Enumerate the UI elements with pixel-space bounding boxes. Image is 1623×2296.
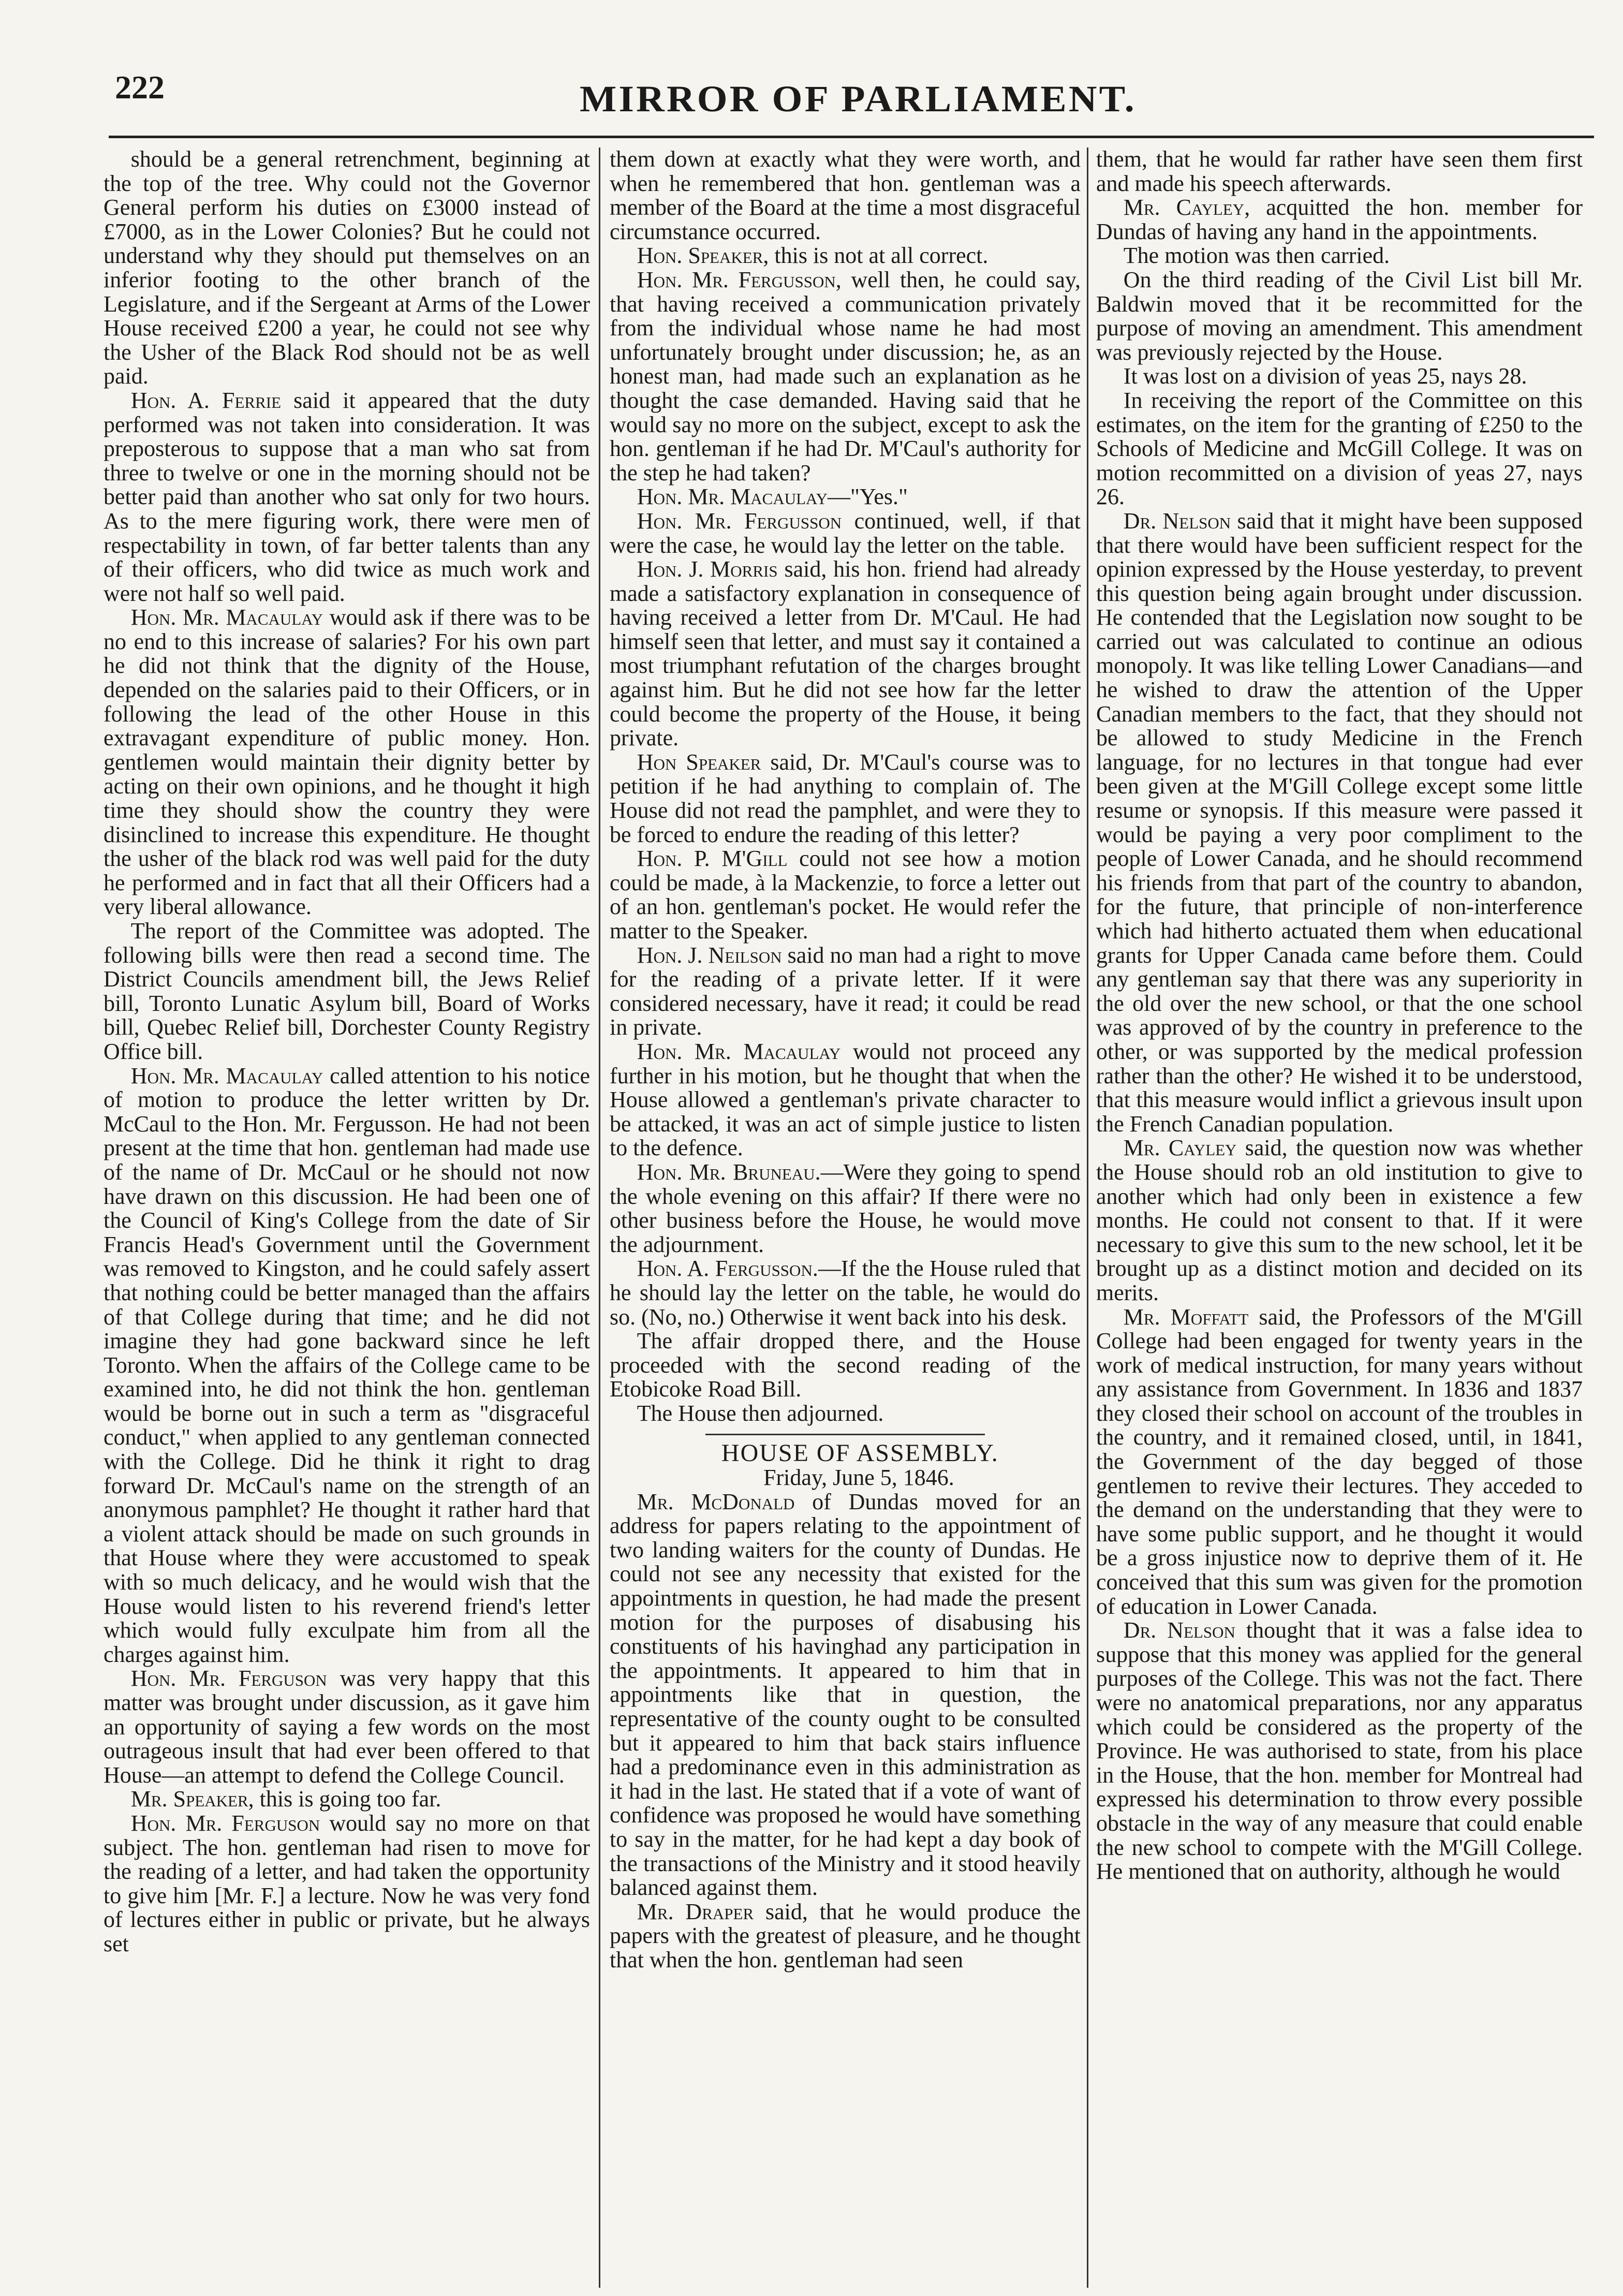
paragraph xyxy=(610,1490,1081,1900)
speaker-name: Hon. Mr. Macaulay xyxy=(130,605,323,630)
paragraph-text: It was lost on a division of yeas 25, nays 28. xyxy=(1123,363,1527,389)
paragraph xyxy=(610,148,1081,244)
section-rule xyxy=(705,1434,985,1435)
speaker-name: Hon. A. Ferrie xyxy=(130,387,282,413)
speaker-name: Hon Speaker xyxy=(637,749,761,775)
speaker-name: Hon. J. Morris xyxy=(637,556,778,582)
paragraph-text: The House then adjourned. xyxy=(637,1400,884,1426)
paragraph xyxy=(610,847,1081,943)
paragraph xyxy=(104,148,590,389)
paragraph-text: would say no more on that subject. The hon. gentleman had risen to move for the reading of a letter, and had taken the opportunity to give him [Mr. F.] a lecture. Now he was very fond of lectures either in public or private, but he always set xyxy=(104,1810,590,1956)
paragraph xyxy=(104,919,590,1064)
paragraph-text: said, the Professors of the M'Gill College had been engaged for twenty years in the work of medical instruction, for many years without any assistance from Government. In 1836 and 1837 they closed their school on account of the troubles in the country, and it remained closed, until, in 1841, the Government of the day begged of those gentlemen to revive their lectures. They acceded to the demand on the understanding that they were to have some public support, and he thought it would be a gross injustice now to deprive them of it. He conceived that this sum was given for the promotion of education in Lower Canada. xyxy=(1096,1304,1583,1619)
paragraph-text: was very happy that this matter was brought under discussion, as it gave him an opportunity of saying a few words on the most outrageous insult that had ever been offered to that House—an attempt to defend the College Council. xyxy=(104,1666,590,1788)
speaker-name: Hon. Mr. Fergusson xyxy=(637,508,842,534)
speaker-name: Mr. McDonald xyxy=(637,1489,795,1514)
header-rule xyxy=(109,136,1594,138)
paragraph xyxy=(1096,1305,1583,1619)
paragraph xyxy=(1096,364,1583,389)
column-2 xyxy=(610,148,1081,2280)
section-heading: HOUSE OF ASSEMBLY. xyxy=(721,1439,999,1467)
speaker-name: Hon. Mr. Ferguson xyxy=(130,1666,327,1691)
paragraph-text: should be a general retrenchment, beginning at the top of the tree. Why could not the Governor General perform his duties on £3000 instead of £7000, as in the Lower Colonies? But he could not understand why they should put themselves on an inferior footing to the other branch of the Legislature, and if the Sergeant at Arms of the Lower House received £200 a year, he could not see why the Usher of the Black Rod should not be as well paid. xyxy=(104,148,590,389)
paragraph-text: would ask if there was to be no end to this increase of salaries? For his own part he did not think that the dignity of the House, depended on the salaries paid to their Officers, or in following the lead of the other House in this extravagant expenditure of public money. Hon. gentlemen would maintain their dignity better by acting on their own opinions, and he thought it high time they should show the country they were disinclined to increase this expenditure. He thought the usher of the black rod was well paid for the duty he performed and in fact that all their Officers had a very liberal allowance. xyxy=(104,605,590,920)
speaker-name: Dr. Nelson xyxy=(1123,508,1231,534)
paragraph xyxy=(1096,148,1583,196)
speaker-name: Hon. A. Fergusson xyxy=(637,1256,813,1282)
paragraph-text: said that it might have been supposed that there would have been sufficient respect for the opinion expressed by the House yesterday, to prevent this question being again brought under discussion. He contended that the Legislation now sought to be carried out was calculated to continue an odious monopoly. It was like telling Lower Canadians—and he wished to draw the attention of the Upper Canadian members to the fact, that they should not be allowed to study Medicine in the French language, for no lectures in that tongue had ever been given at the M'Gill College except some little resume or synopsis. If this measure were passed it would be paying a very poor compliment to the people of Lower Canada, and he should recommend his friends from that part of the country to abandon, for the future, that principle of non-interference which had hitherto actuated them when educational grants for Upper Canada came before them. Could any gentleman say that there was any superiority in the old over the new school, or that the one school was approved of by the country in preference to the other, or was supported by the medical profession rather than the other? He wished it to be understood, that this measure would inflict a grievous insult upon the French Canadian population. xyxy=(1096,508,1583,1137)
paragraph xyxy=(610,1257,1081,1329)
paragraph xyxy=(610,1402,1081,1426)
paragraph xyxy=(104,1667,590,1787)
speaker-name: Mr. Moffatt xyxy=(1123,1304,1249,1330)
column-2-top xyxy=(610,148,1081,1425)
speaker-name: Hon. Mr. Fergusson xyxy=(637,267,836,292)
column-divider xyxy=(599,148,600,2288)
speaker-name: Mr. Cayley xyxy=(1123,195,1245,220)
speaker-name: Hon. Mr. Macaulay xyxy=(637,1038,841,1064)
column-3 xyxy=(1096,148,1583,2280)
paragraph-text: , well then, he could say, that having received a communication privately from the individual whose name he had most unfortunately brought under discussion; he, as an honest man, had made such an explanation as he thought the case demanded. Having said that he would say no more on the subject, except to ask the hon. gentleman if he had Dr. M'Caul's authority for the step he had taken? xyxy=(610,267,1081,485)
paragraph xyxy=(1096,1136,1583,1305)
paragraph-text: of Dundas moved for an address for papers relating to the appointment of two landing waiters for the county of Dundas. He could not see any necessity that existed for the appointments in question, he had made the present motion for the purposes of disabusing his constituents of his havinghad any participation in the appointments. It appeared to him that in appointments like that in question, the representative of the county ought to be consulted but it appeared to him that back stairs influence had a predominance even in this administration as it had in the last. He stated that if a vote of want of confidence was proposed he would have something to say in the matter, for he had kept a day book of the transactions of the Ministry and it stood heavily balanced against them. xyxy=(610,1489,1081,1901)
speaker-name: Hon. P. M'Gill xyxy=(637,846,788,872)
paragraph-text: said, Dr. M'Caul's course was to petition if he had anything to complain of. The House did not read the pamphlet, and were they to be forced to endure the reading of this letter? xyxy=(610,749,1081,847)
paragraph-text: said no man had a right to move for the reading of a private letter. If it were considered necessary, have it read; it could be read in private. xyxy=(610,942,1081,1040)
paragraph-text: them, that he would far rather have seen them first and made his speech afterwards. xyxy=(1096,148,1583,196)
paragraph xyxy=(104,1787,590,1812)
paragraph xyxy=(104,389,590,606)
masthead-title: MIRROR OF PARLIAMENT. xyxy=(580,78,1137,120)
paragraph xyxy=(104,1064,590,1667)
paragraph-text: In receiving the report of the Committee on this estimates, on the item for the granting of £250 to the Schools of Medicine and McGill College. It was on motion recommitted on a division of yeas 27, nays 26. xyxy=(1096,387,1583,510)
speaker-name: Dr. Nelson xyxy=(1123,1617,1235,1643)
paragraph-text: called attention to his notice of motion to produce the letter written by Dr. McCaul to the Hon. Mr. Fergusson. He had not been present at the time that hon. gentleman had made use of the name of Dr. McCaul or he should not now have drawn on this discussion. He had been one of the Council of King's College from the date of Sir Francis Head's Government until the Government was removed to Kingston, and he could safely assert that nothing could be better managed than the affairs of that College during that time; and he did not imagine they had gone backward since he left Toronto. When the affairs of the College came to be examined into, he did not think the hon. gentleman would be borne out in such a term as "disgraceful conduct," when applied to any gentleman connected with the College. Did he think it right to drag forward Dr. McCaul's name on the strength of an anonymous pamphlet? He thought it rather hard that a violent attack should be made on such grounds in that House where they were accustomed to speak with so much delicacy, and he would wish that the House would listen to his reverend friend's letter which would fully exculpate him from all the charges against him. xyxy=(104,1063,590,1667)
paragraph-text: .—If the the House ruled that he should lay the letter on the table, he would do so. (No, no.) Otherwise it went back into his desk. xyxy=(610,1256,1081,1330)
speaker-name: Hon. Mr. Macaulay xyxy=(130,1063,323,1088)
paragraph xyxy=(610,1160,1081,1257)
paragraph-text: , this is not at all correct. xyxy=(763,243,988,269)
paragraph xyxy=(610,944,1081,1040)
paragraph-text: said, his hon. friend had already made a satisfactory explanation in consequence of having received a letter from Dr. M'Caul. He had himself seen that letter, and must say it contained a most triumphant refutation of the charges brought against him. But he did not see how far the letter could become the property of the House, it being private. xyxy=(610,556,1081,751)
speaker-name: Mr. Speaker xyxy=(130,1786,248,1812)
paragraph xyxy=(610,1900,1081,1973)
speaker-name: Hon. Mr. Ferguson xyxy=(130,1810,320,1836)
paragraph xyxy=(1096,389,1583,509)
paragraph-text: On the third reading of the Civil List bill Mr. Baldwin moved that it be recommitted for the purpose of moving an amendment. This amendment was previously rejected by the House. xyxy=(1096,267,1583,365)
paragraph xyxy=(610,485,1081,509)
paragraph-text: would not proceed any further in his motion, but he thought that when the House allowed a gentleman's private character to be attacked, it was an act of simple justice to listen to the defence. xyxy=(610,1038,1081,1161)
paragraph xyxy=(610,509,1081,557)
paragraph xyxy=(610,750,1081,847)
paragraph xyxy=(610,1040,1081,1160)
section-dateline: Friday, June 5, 1846. xyxy=(763,1465,954,1491)
column-2-bottom xyxy=(610,1490,1081,1973)
paragraph-text: The affair dropped there, and the House proceeded with the second reading of the Etobicoke Road Bill. xyxy=(610,1328,1081,1402)
paragraph-text: , this is going too far. xyxy=(248,1786,441,1812)
paragraph xyxy=(104,1812,590,1956)
paragraph-text: could not see how a motion could be made, à la Mackenzie, to force a letter out of an hon. gentleman's pocket. He would refer the matter to the Speaker. xyxy=(610,846,1081,944)
paragraph-text: The motion was then carried. xyxy=(1123,243,1390,269)
paragraph xyxy=(610,268,1081,485)
speaker-name: Hon. Mr. Macaulay xyxy=(637,484,828,510)
paragraph xyxy=(610,1329,1081,1402)
speaker-name: Hon. Speaker xyxy=(637,243,763,269)
speaker-name: Hon. J. Neilson xyxy=(637,942,782,968)
paragraph xyxy=(1096,1618,1583,1884)
paragraph-text: .—Were they going to spend the whole evening on this affair? If there were no other business before the House, he would move the adjournment. xyxy=(610,1159,1081,1257)
page-number: 222 xyxy=(115,69,165,106)
paragraph-text: The report of the Committee was adopted. The following bills were then read a second time. The District Councils amendment bill, the Jews Relief bill, Toronto Lunatic Asylum bill, Board of Works bill, Quebec Relief bill, Dorchester County Registry Office bill. xyxy=(104,918,590,1064)
paragraph xyxy=(610,244,1081,268)
paragraph-text: said, the question now was whether the House should rob an old institution to give to another which had only been in existence a few months. He could not consent to that. If it were necessary to give this sum to the new school, let it be brought up as a distinct motion and decided on its merits. xyxy=(1096,1135,1583,1305)
paragraph-text: them down at exactly what they were worth, and when he remembered that hon. gentleman was a member of the Board at the time a most disgraceful circumstance occurred. xyxy=(610,148,1081,244)
column-divider xyxy=(1087,148,1088,2288)
paragraph-text: said, that he would produce the papers with the greatest of pleasure, and he thought that when the hon. gentleman had seen xyxy=(610,1898,1081,1973)
paragraph-text: thought that it was a false idea to suppose that this money was applied for the general purposes of the College. This was not the fact. There were no anatomical preparations, nor any apparatus which could be considered as the property of the Province. He was authorised to state, from his place in the House, that the hon. member for Montreal had expressed his determination to throw every possible obstacle in the way of any measure that could enable the new school to compete with the M'Gill College. He mentioned that on authority, although he would xyxy=(1096,1617,1583,1885)
paragraph-text: —"Yes." xyxy=(827,484,908,510)
paragraph-text: , acquitted the hon. member for Dundas of having any hand in the appointments. xyxy=(1096,195,1583,244)
paragraph xyxy=(1096,509,1583,1136)
paragraph xyxy=(1096,244,1583,268)
column-1 xyxy=(104,148,590,2280)
speaker-name: Mr. Draper xyxy=(637,1898,754,1924)
speaker-name: Hon. Mr. Bruneau xyxy=(637,1159,815,1185)
paragraph xyxy=(1096,196,1583,244)
paragraph-text: continued, well, if that were the case, he would lay the letter on the table. xyxy=(610,508,1081,558)
paragraph xyxy=(610,557,1081,750)
paragraph xyxy=(1096,268,1583,364)
speaker-name: Mr. Cayley xyxy=(1123,1135,1237,1161)
paragraph-text: said it appeared that the duty performed was not taken into consideration. It was preposterous to suppose that a man who sat from three to twelve or one in the morning should not be better paid than another who sat only for two hours. As to the mere figuring work, there were men of respectability in town, of far better talents than any of their officers, who did twice as much work and were not half so well paid. xyxy=(104,387,590,606)
paragraph xyxy=(104,606,590,919)
